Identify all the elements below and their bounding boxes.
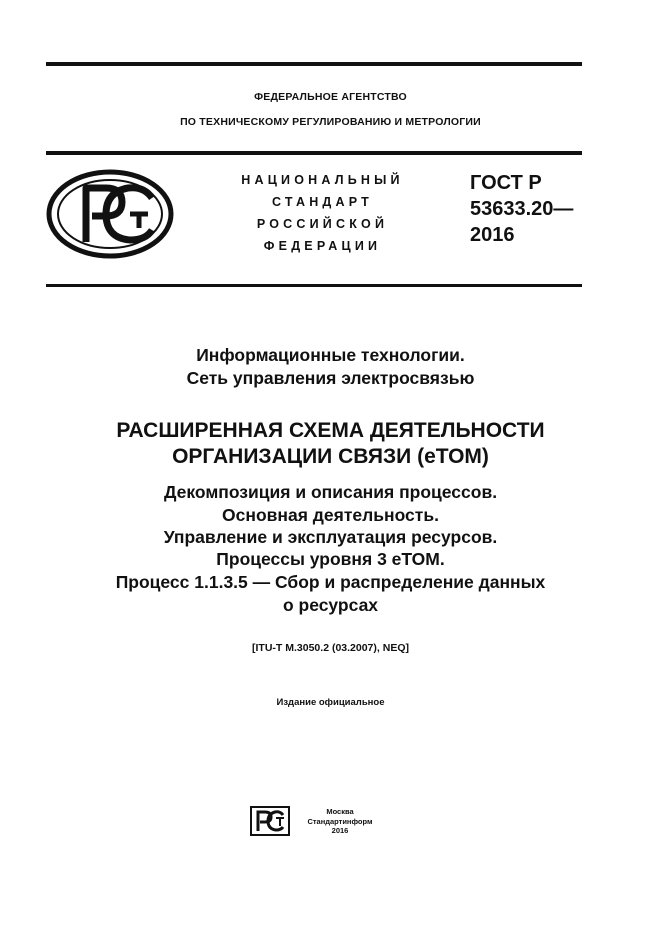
gost-r-logo-icon <box>46 168 174 260</box>
subtitle-line-4: Процессы уровня 3 еТОМ. <box>216 549 445 569</box>
standard-type-line-1: НАЦИОНАЛЬНЫЙ <box>241 173 404 187</box>
subtitle-line-6: о ресурсах <box>282 595 379 615</box>
publisher <box>300 807 380 836</box>
publisher-year: 2016 <box>331 826 349 835</box>
publisher-name: Стандартинформ <box>307 816 373 826</box>
designation-rule <box>46 284 582 287</box>
standartinform-logo-icon <box>250 806 290 836</box>
agency-line-2: ПО ТЕХНИЧЕСКОМУ РЕГУЛИРОВАНИЮ И МЕТРОЛОГИИ <box>180 116 481 128</box>
standard-type-line-3: РОССИЙСКОЙ <box>256 217 389 231</box>
subtitle-line-5: Процесс 1.1.3.5 — Сбор и распределение данных <box>115 572 546 592</box>
header-rule <box>46 151 582 155</box>
group-title-line-2: Сеть управления электросвязью <box>186 368 475 388</box>
edition-label: Издание официальное <box>276 697 385 708</box>
designation-line-2: 53633.20— <box>470 198 574 220</box>
main-title-line-2: ОРГАНИЗАЦИИ СВЯЗИ (еТОМ) <box>172 445 489 468</box>
designation <box>470 170 573 248</box>
standard-type-line-4: ФЕДЕРАЦИИ <box>263 239 382 253</box>
subtitle-line-3: Управление и эксплуатация ресурсов. <box>163 527 498 547</box>
reference: [ITU-T M.3050.2 (03.2007), NEQ] <box>252 642 409 654</box>
subtitle-line-1: Декомпозиция и описания процессов. <box>163 482 498 502</box>
agency-line-1: ФЕДЕРАЛЬНОЕ АГЕНТСТВО <box>254 91 407 103</box>
designation-line-1: ГОСТ Р <box>470 172 542 194</box>
main-title-line-1: РАСШИРЕННАЯ СХЕМА ДЕЯТЕЛЬНОСТИ <box>116 419 545 442</box>
top-rule <box>46 62 582 66</box>
group-title-line-1: Информационные технологии. <box>196 345 465 365</box>
designation-line-3: 2016 <box>470 224 515 246</box>
publisher-city: Москва <box>326 807 354 816</box>
standard-type-line-2: СТАНДАРТ <box>272 195 373 209</box>
subtitle-line-2: Основная деятельность. <box>222 505 439 525</box>
